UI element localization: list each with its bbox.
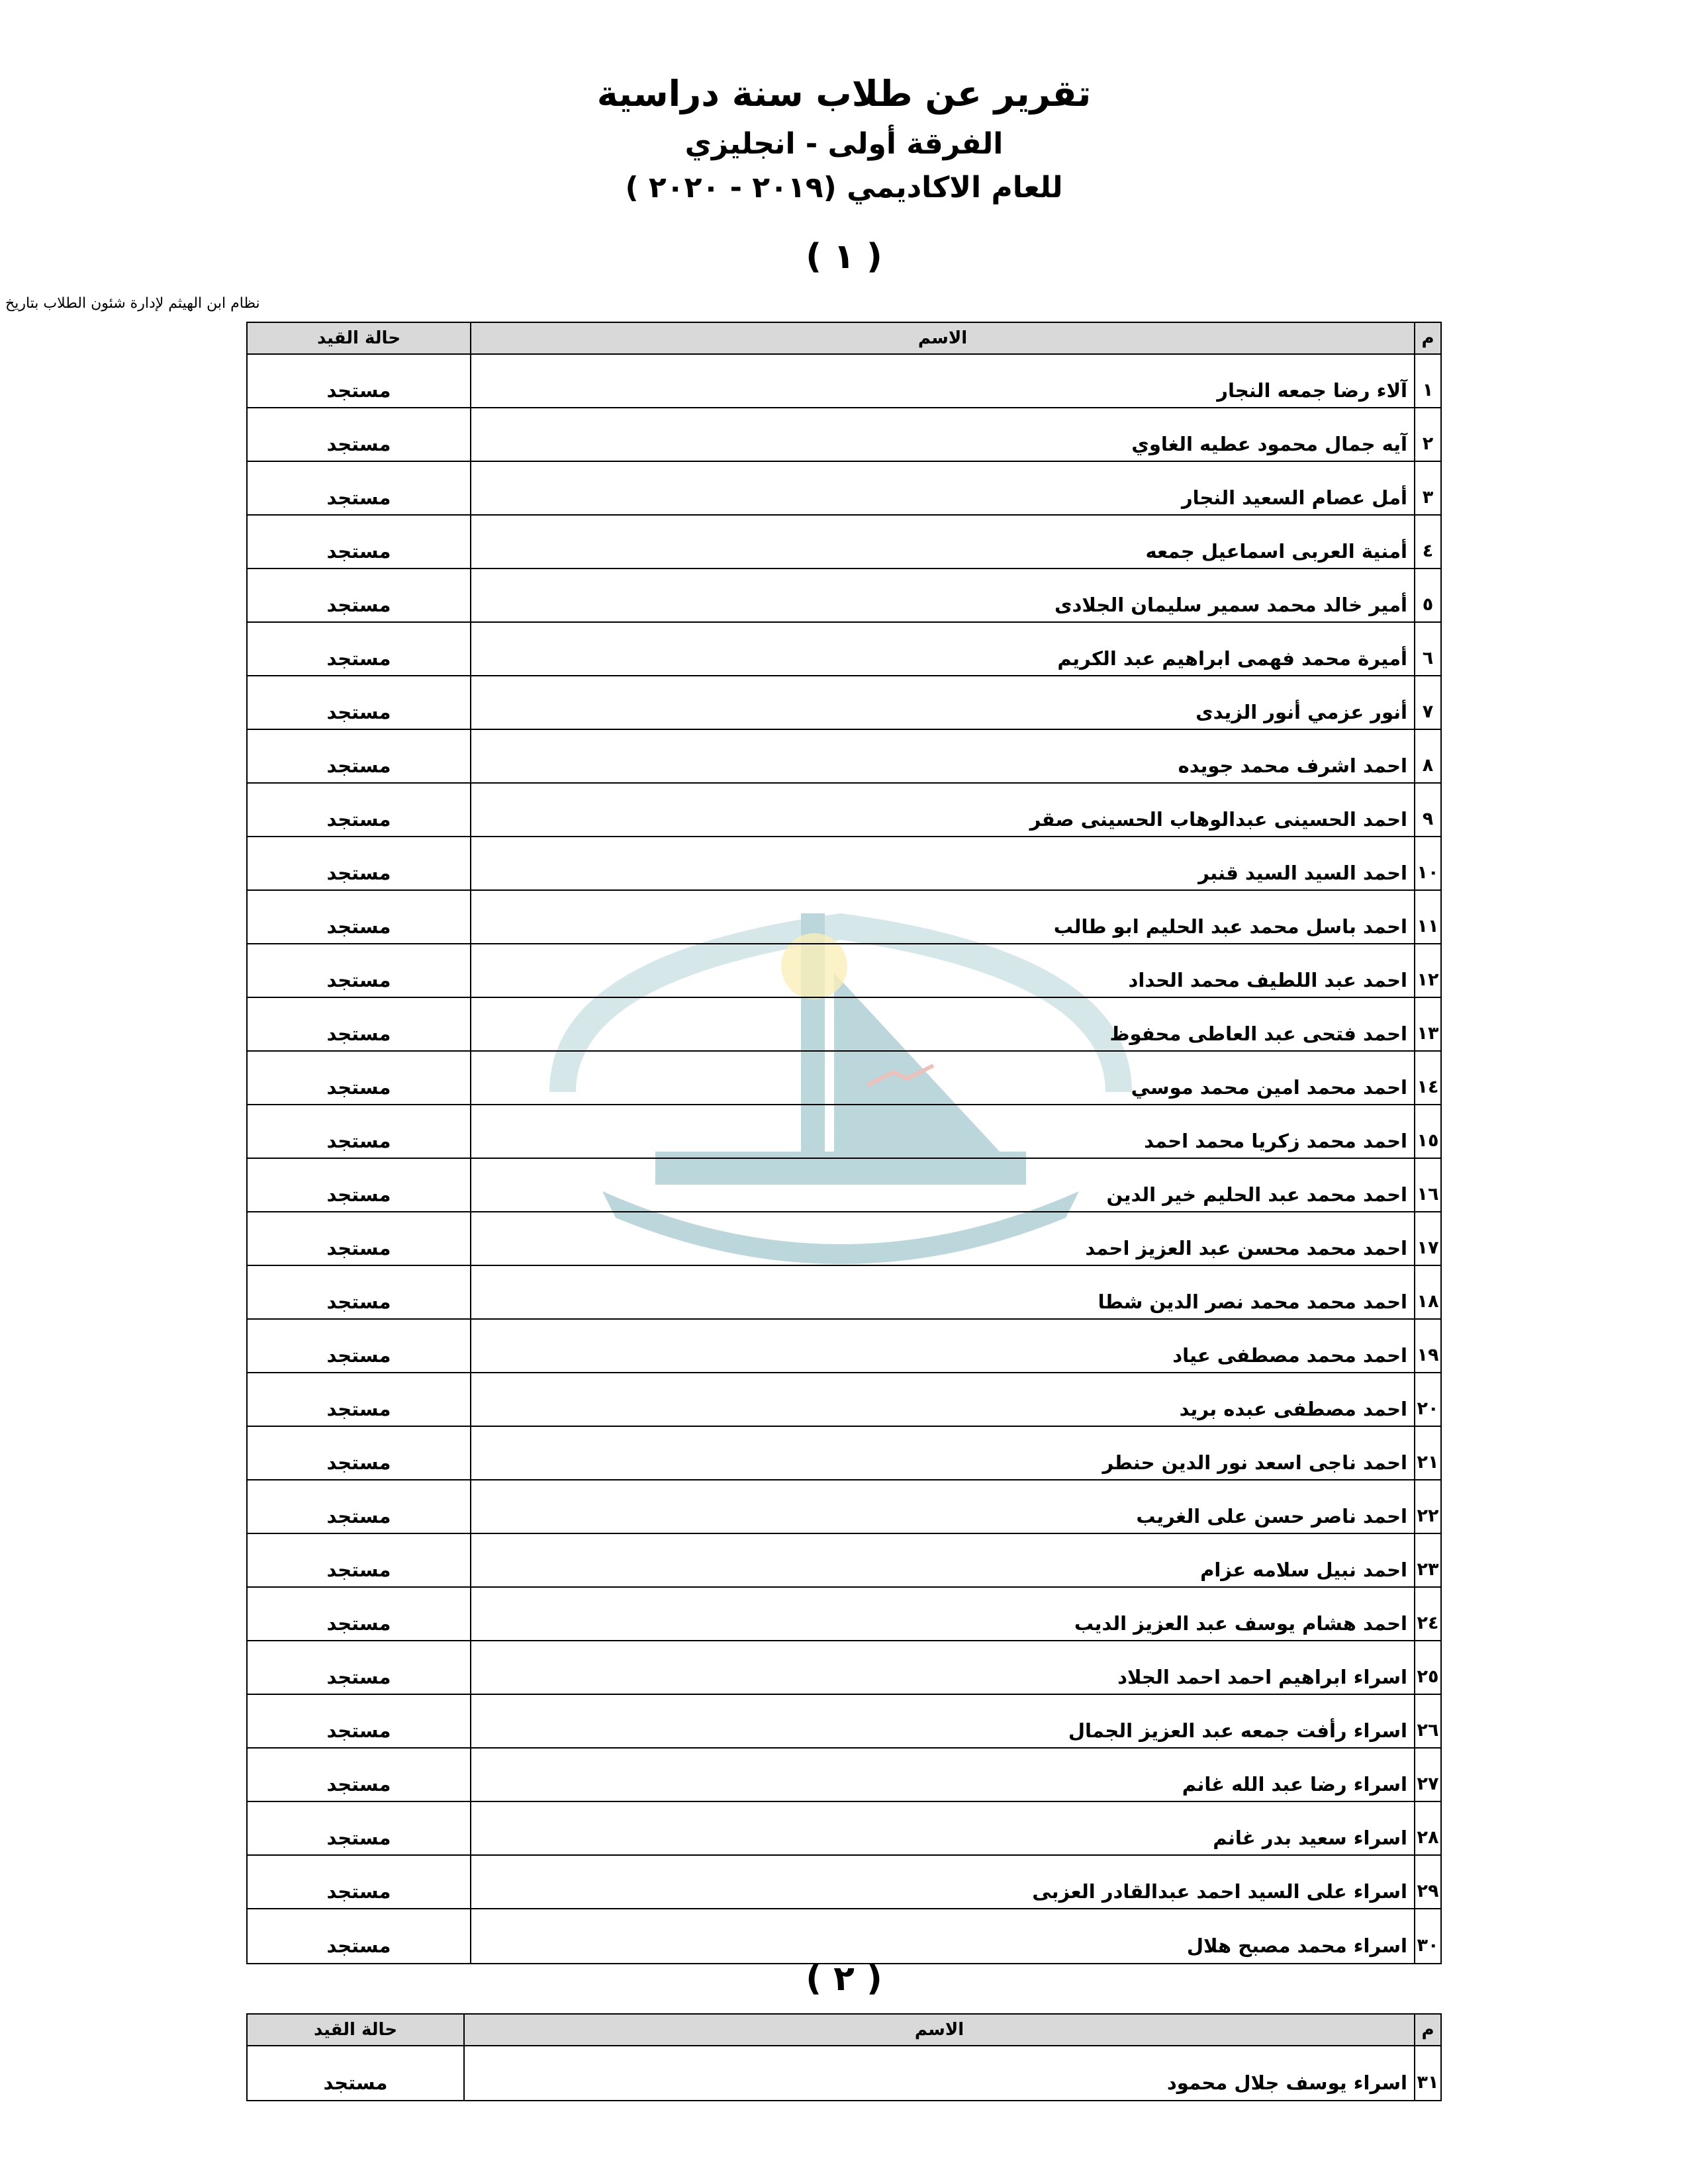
table-row [248,1105,1440,1159]
enrollment-status: مستجد [326,1022,391,1045]
enrollment-status: مستجد [326,1558,391,1581]
row-number: ٩ [1414,784,1440,836]
table-row [248,837,1440,891]
student-name: احمد هشام يوسف عبد العزيز الديب [470,1588,1414,1640]
row-number: ٢٢ [1414,1480,1440,1533]
table-row [248,1588,1440,1641]
enrollment-status: مستجد [326,1451,391,1474]
table-row [248,355,1440,408]
enrollment-status: مستجد [326,700,391,723]
student-name: احمد ناصر حسن على الغريب [470,1480,1414,1533]
row-number: ٤ [1414,516,1440,568]
table-row [248,623,1440,676]
enrollment-status: مستجد [326,915,391,938]
table-row [248,569,1440,623]
enrollment-status: مستجد [323,2071,388,2094]
academic-year: للعام الاكاديمي (٢٠١٩ - ٢٠٢٠ ) [625,171,1063,205]
table-row [248,1159,1440,1212]
student-name: احمد اشرف محمد جويده [470,730,1414,782]
table-header [248,323,1440,355]
student-name: اسراء رضا عبد الله غانم [470,1749,1414,1801]
enrollment-status: مستجد [326,861,391,884]
row-number: ١٢ [1414,944,1440,997]
column-header-status: حالة القيد [316,328,401,348]
table-row [248,998,1440,1052]
row-number: ١٥ [1414,1105,1440,1158]
table-row [248,1427,1440,1480]
student-name: احمد محمد مصطفى عياد [470,1320,1414,1372]
enrollment-status: مستجد [326,1612,391,1635]
row-number: ٢٨ [1414,1802,1440,1854]
report-title: تقرير عن طلاب سنة دراسية [596,73,1092,114]
row-number: ٢ [1414,408,1440,461]
page-number: ( ١ ) [806,237,882,277]
enrollment-status: مستجد [326,647,391,670]
table-row [248,408,1440,462]
table-row [248,1373,1440,1427]
table-row [248,1052,1440,1105]
row-number: ٧ [1414,676,1440,729]
row-number: ١٠ [1414,837,1440,889]
column-header-no: م [1414,323,1440,353]
enrollment-status: مستجد [326,539,391,563]
student-name: احمد باسل محمد عبد الحليم ابو طالب [470,891,1414,943]
row-number: ٦ [1414,623,1440,675]
table-row [248,784,1440,837]
table-header [248,2015,1440,2046]
table-row [248,1320,1440,1373]
enrollment-status: مستجد [326,1183,391,1206]
row-number: ١٧ [1414,1212,1440,1265]
row-number: ١٦ [1414,1159,1440,1211]
student-name: اسراء على السيد احمد عبدالقادر العزبى [470,1856,1414,1908]
table-row [248,891,1440,944]
table-row [248,730,1440,784]
student-name: احمد مصطفى عبده بريد [470,1373,1414,1426]
student-name: اسراء محمد مصبح هلال [470,1909,1414,1963]
student-name: احمد محمد محمد نصر الدين شطا [470,1266,1414,1318]
enrollment-status: مستجد [326,593,391,616]
enrollment-status: مستجد [326,1397,391,1420]
enrollment-status: مستجد [326,1129,391,1152]
enrollment-status: مستجد [326,807,391,831]
enrollment-status: مستجد [326,1880,391,1903]
enrollment-status: مستجد [326,486,391,509]
enrollment-status: مستجد [326,1934,391,1957]
student-name: اسراء سعيد بدر غانم [470,1802,1414,1854]
enrollment-status: مستجد [326,1290,391,1313]
table-row [248,944,1440,998]
column-header-status: حالة القيد [313,2020,398,2040]
students-table [246,2013,1442,2101]
enrollment-status: مستجد [326,1504,391,1527]
row-number: ٢٩ [1414,1856,1440,1908]
student-name: احمد الحسينى عبدالوهاب الحسينى صقر [470,784,1414,836]
student-name: اسراء ابراهيم احمد احمد الجلاد [470,1641,1414,1694]
row-number: ٢٠ [1414,1373,1440,1426]
student-name: أميرة محمد فهمى ابراهيم عبد الكريم [470,623,1414,675]
row-number: ٢٥ [1414,1641,1440,1694]
student-name: احمد السيد السيد قنبر [470,837,1414,889]
row-number: ٣١ [1414,2046,1440,2100]
table-row [248,1802,1440,1856]
row-number: ٢١ [1414,1427,1440,1479]
enrollment-status: مستجد [326,379,391,402]
row-number: ٢٣ [1414,1534,1440,1586]
row-number: ١٨ [1414,1266,1440,1318]
row-number: ١٩ [1414,1320,1440,1372]
student-name: احمد ناجى اسعد نور الدين حنطر [470,1427,1414,1479]
enrollment-status: مستجد [326,754,391,777]
row-number: ٣ [1414,462,1440,514]
enrollment-status: مستجد [326,968,391,991]
enrollment-status: مستجد [326,1075,391,1099]
column-header-name: الاسم [463,2015,1414,2045]
table-row [248,1749,1440,1802]
row-number: ٣٠ [1414,1909,1440,1963]
table-row [248,462,1440,516]
row-number: ١١ [1414,891,1440,943]
student-name: احمد محمد امين محمد موسي [470,1052,1414,1104]
table-row [248,676,1440,730]
enrollment-status: مستجد [326,1772,391,1796]
row-number: ٢٦ [1414,1695,1440,1747]
table-row [248,1695,1440,1749]
student-name: احمد نبيل سلامه عزام [470,1534,1414,1586]
table-row [248,1856,1440,1909]
table-row [248,1480,1440,1534]
student-name: أمنية العربى اسماعيل جمعه [470,516,1414,568]
student-name: احمد عبد اللطيف محمد الحداد [470,944,1414,997]
table-row [248,1641,1440,1695]
system-note: نظام ابن الهيثم لإدارة شئون الطلاب بتاريخ [5,295,260,312]
enrollment-status: مستجد [326,1719,391,1742]
row-number: ٨ [1414,730,1440,782]
report-subtitle: الفرقة أولى - انجليزي [684,127,1004,161]
row-number: ٢٤ [1414,1588,1440,1640]
student-name: آلاء رضا جمعه النجار [470,355,1414,407]
student-name: احمد محمد زكريا محمد احمد [470,1105,1414,1158]
student-name: احمد محمد محسن عبد العزيز احمد [470,1212,1414,1265]
page-number: ( ٢ ) [806,1959,882,1999]
enrollment-status: مستجد [326,1236,391,1259]
table-row [248,1212,1440,1266]
table-row [248,1534,1440,1588]
column-header-no: م [1414,2015,1440,2045]
student-name: أنور عزمي أنور الزيدى [470,676,1414,729]
student-name: احمد محمد عبد الحليم خير الدين [470,1159,1414,1211]
student-name: احمد فتحى عبد العاطى محفوظ [470,998,1414,1050]
enrollment-status: مستجد [326,1343,391,1367]
student-name: اسراء رأفت جمعه عبد العزيز الجمال [470,1695,1414,1747]
enrollment-status: مستجد [326,432,391,455]
row-number: ١٤ [1414,1052,1440,1104]
row-number: ١ [1414,355,1440,407]
row-number: ١٣ [1414,998,1440,1050]
column-header-name: الاسم [470,323,1414,353]
students-table [246,322,1442,1964]
student-name: آيه جمال محمود عطيه الغاوي [470,408,1414,461]
table-row [248,2046,1440,2100]
table-row [248,1266,1440,1320]
student-name: أمير خالد محمد سمير سليمان الجلادى [470,569,1414,621]
table-row [248,516,1440,569]
student-name: أمل عصام السعيد النجار [470,462,1414,514]
row-number: ٢٧ [1414,1749,1440,1801]
enrollment-status: مستجد [326,1665,391,1688]
enrollment-status: مستجد [326,1826,391,1849]
student-name: اسراء يوسف جلال محمود [463,2046,1414,2100]
table-row [248,1909,1440,1963]
row-number: ٥ [1414,569,1440,621]
